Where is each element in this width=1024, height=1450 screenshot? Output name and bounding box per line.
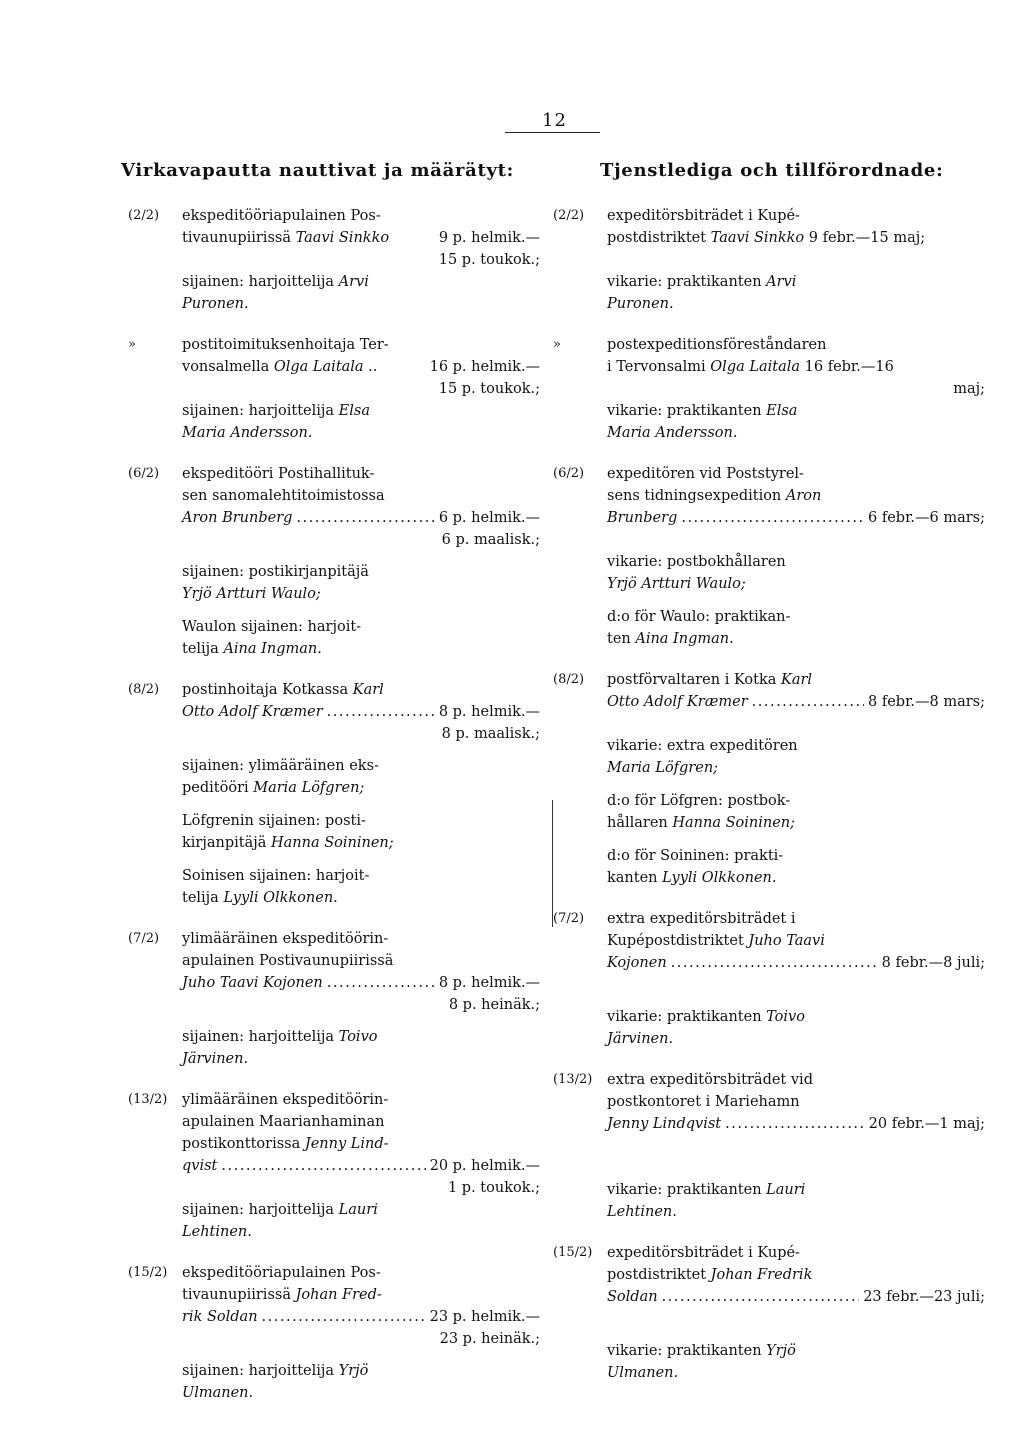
substitute-label: telija <box>182 890 224 906</box>
finnish-entry <box>128 205 540 315</box>
substitute-label: kanten <box>607 870 663 886</box>
entry-text-part: postikonttorissa <box>182 1136 305 1152</box>
date-range: 20 febr.—1 maj; <box>868 1116 985 1132</box>
person-name: Yrjö Artturi Waulo; <box>607 576 746 592</box>
person-name: Lauri <box>338 1202 378 1218</box>
date-start: 6 p. helmik.— <box>438 510 540 526</box>
leader-dots <box>752 691 864 713</box>
swedish-entry <box>553 463 985 650</box>
leader-dots <box>296 507 434 529</box>
substitute-label: vikarie: praktikanten <box>607 274 767 290</box>
date-range: 8 febr.—8 juli; <box>881 955 985 971</box>
person-name: Maria Löfgren; <box>607 760 719 776</box>
finnish-entry <box>128 1089 540 1243</box>
entry-text <box>182 507 540 529</box>
date-end: 1 p. toukok.; <box>447 1180 540 1196</box>
substitute-label: sijainen: harjoittelija <box>182 403 339 419</box>
person-name: rik Soldan <box>182 1309 258 1325</box>
person-name: Puronen. <box>182 296 249 312</box>
date-end: 6 p. maalisk.; <box>441 532 540 548</box>
person-name: Ulmanen. <box>182 1385 254 1401</box>
leader-dots <box>221 1155 425 1177</box>
swedish-entry <box>553 205 985 315</box>
substitute-label: hållaren <box>607 815 673 831</box>
person-name: Juho Taavi Kojonen <box>182 975 323 991</box>
swedish-heading: Tjenstlediga och tillförordnade: <box>600 160 944 181</box>
date-start: 9 p. helmik.— <box>438 230 540 246</box>
entry-text: extra expeditörsbiträdet i <box>607 911 796 927</box>
entry-text <box>182 227 540 249</box>
entry-text: ekspeditööri Postihallituk- <box>182 466 375 482</box>
entry-mark: (2/2) <box>128 208 160 223</box>
finnish-entry <box>128 463 540 660</box>
substitute-label: sijainen: postikirjanpitäjä <box>182 564 369 580</box>
entry-text <box>182 972 540 994</box>
person-name: Johan Fredrik <box>710 1267 813 1283</box>
entry-mark: (2/2) <box>553 208 585 223</box>
finnish-entry <box>128 334 540 444</box>
entry-text: ylimääräinen ekspeditöörin- <box>182 931 389 947</box>
entry-text <box>182 1306 540 1328</box>
person-name: Maria Andersson. <box>607 425 738 441</box>
person-name: Puronen. <box>607 296 674 312</box>
substitute-label: vikarie: postbokhållaren <box>607 554 786 570</box>
entry-text-part: postdistriktet <box>607 1267 711 1283</box>
substitute-label: sijainen: ylimääräinen eks- <box>182 758 379 774</box>
leader-dots <box>262 1306 426 1328</box>
person-name: Olga Laitala <box>710 359 801 375</box>
leader-dots <box>725 1113 865 1135</box>
date-range: 6 febr.—6 mars; <box>868 510 985 526</box>
date-end: 23 p. heinäk.; <box>439 1331 540 1347</box>
substitute-label: ten <box>607 631 636 647</box>
person-name: Aron Brunberg <box>182 510 293 526</box>
entry-mark: (13/2) <box>128 1092 168 1107</box>
person-name: Toivo <box>338 1029 378 1045</box>
leader-dots <box>662 1286 860 1308</box>
substitute-label: Waulon sijainen: harjoit- <box>182 619 362 635</box>
substitute-label: vikarie: praktikanten <box>607 403 767 419</box>
person-name: Karl <box>781 672 813 688</box>
entry-text-part: vonsalmella <box>182 359 274 375</box>
person-name: Jenny Lindqvist <box>607 1116 722 1132</box>
entry-mark: (13/2) <box>553 1072 593 1087</box>
person-name: Yrjö <box>766 1343 796 1359</box>
person-name: Lehtinen. <box>607 1204 677 1220</box>
entry-mark: » <box>128 337 136 352</box>
entry-text-part: i Tervonsalmi <box>607 359 711 375</box>
date-end: 8 p. maalisk.; <box>441 726 540 742</box>
leader-dots <box>681 507 864 529</box>
swedish-entry <box>553 1242 985 1384</box>
entry-text-part: sens tidningsexpedition <box>607 488 786 504</box>
person-name: Toivo <box>766 1009 805 1025</box>
person-name: Olga Laitala <box>273 359 364 375</box>
entry-mark: (6/2) <box>553 466 585 481</box>
entry-mark: (7/2) <box>553 911 585 926</box>
person-name: Aina Ingman. <box>635 631 734 647</box>
substitute-label: vikarie: extra expeditören <box>607 738 798 754</box>
entry-text: expeditörsbiträdet i Kupé- <box>607 1245 800 1261</box>
entry-text <box>182 701 540 723</box>
entry-mark: » <box>553 337 561 352</box>
person-name: Maria Andersson. <box>182 425 313 441</box>
person-name: Otto Adolf Kræmer <box>607 694 748 710</box>
date-start: 16 p. helmik.— <box>429 359 540 375</box>
entry-text-part: postinhoitaja Kotkassa <box>182 682 353 698</box>
leader-dots <box>671 952 878 974</box>
entry-mark: (8/2) <box>128 682 160 697</box>
person-name: Taavi Sinkko <box>710 230 805 246</box>
entry-mark: (7/2) <box>128 931 160 946</box>
date-range: 8 febr.—8 mars; <box>868 694 985 710</box>
swedish-entry <box>553 334 985 444</box>
entry-text: apulainen Postivaunupiirissä <box>182 953 394 969</box>
leader-dots <box>327 972 435 994</box>
substitute-label: d:o för Soininen: prakti- <box>607 848 784 864</box>
entry-text: sen sanomalehtitoimistossa <box>182 488 385 504</box>
substitute-label: vikarie: praktikanten <box>607 1009 767 1025</box>
person-name: Ulmanen. <box>607 1365 679 1381</box>
person-name: Karl <box>352 682 384 698</box>
person-name: Lyyli Olkkonen. <box>223 890 338 906</box>
finnish-entry <box>128 1262 540 1404</box>
substitute-label: d:o för Löfgren: postbok- <box>607 793 791 809</box>
substitute-label: sijainen: harjoittelija <box>182 274 339 290</box>
page-number-rule <box>505 132 600 133</box>
finnish-entry <box>128 928 540 1070</box>
substitute-label: kirjanpitäjä <box>182 835 271 851</box>
entry-text: ylimääräinen ekspeditöörin- <box>182 1092 389 1108</box>
substitute-label: telija <box>182 641 224 657</box>
date-start: 8 p. helmik.— <box>438 975 540 991</box>
entry-text-part: Kupépostdistriktet <box>607 933 749 949</box>
entry-text <box>607 1286 985 1308</box>
entry-text-part: postförvaltaren i Kotka <box>607 672 781 688</box>
entry-text-part: .. <box>363 359 378 375</box>
substitute-label: vikarie: praktikanten <box>607 1182 767 1198</box>
finnish-heading: Virkavapautta nauttivat ja määrätyt: <box>121 160 515 181</box>
entry-text: postexpeditionsföreståndaren <box>607 337 827 353</box>
person-name: Yrjö <box>338 1363 369 1379</box>
substitute-label: sijainen: harjoittelija <box>182 1202 339 1218</box>
entry-text <box>182 1155 540 1177</box>
person-name: Otto Adolf Kræmer <box>182 704 323 720</box>
entry-text: postitoimituksenhoitaja Ter- <box>182 337 389 353</box>
entry-mark: (8/2) <box>553 672 585 687</box>
person-name: Arvi <box>338 274 369 290</box>
entry-mark: (6/2) <box>128 466 160 481</box>
entry-text-part: postdistriktet <box>607 230 711 246</box>
swedish-column <box>553 205 985 1403</box>
substitute-label: sijainen: harjoittelija <box>182 1029 339 1045</box>
person-name: Aron <box>785 488 822 504</box>
page-number: 12 <box>542 110 567 131</box>
person-name: Hanna Soininen; <box>672 815 796 831</box>
entry-mark: (15/2) <box>553 1245 593 1260</box>
person-name: Maria Löfgren; <box>253 780 365 796</box>
date-range: 23 febr.—23 juli; <box>863 1289 985 1305</box>
entry-text <box>607 507 985 529</box>
person-name: Järvinen. <box>607 1031 674 1047</box>
entry-text-part: tivaunupiirissä <box>182 230 296 246</box>
person-name: Lyyli Olkkonen. <box>662 870 777 886</box>
swedish-entry <box>553 669 985 889</box>
entry-text: expeditören vid Poststyrel- <box>607 466 804 482</box>
date-end: 15 p. toukok.; <box>438 381 540 397</box>
swedish-entry <box>553 1069 985 1223</box>
person-name: Taavi Sinkko <box>295 230 390 246</box>
person-name: Elsa <box>766 403 798 419</box>
leader-dots <box>327 701 435 723</box>
date-start: 23 p. helmik.— <box>429 1309 540 1325</box>
person-name: Johan Fred- <box>295 1287 382 1303</box>
person-name: Aina Ingman. <box>223 641 322 657</box>
substitute-label: Löfgrenin sijainen: posti- <box>182 813 366 829</box>
entry-text <box>607 691 985 713</box>
person-name: Hanna Soininen; <box>270 835 394 851</box>
date-start: 8 p. helmik.— <box>438 704 540 720</box>
person-name: qvist <box>182 1158 218 1174</box>
date-range: 9 febr.—15 maj; <box>804 230 926 246</box>
date-end: 8 p. heinäk.; <box>448 997 540 1013</box>
date-end: 15 p. toukok.; <box>438 252 540 268</box>
swedish-entry <box>553 908 985 1050</box>
entry-text: expeditörsbiträdet i Kupé- <box>607 208 800 224</box>
entry-text <box>182 356 540 378</box>
date-range: 16 febr.—16 <box>800 359 894 375</box>
substitute-label: Soinisen sijainen: harjoit- <box>182 868 370 884</box>
substitute-label: peditööri <box>182 780 254 796</box>
substitute-label: sijainen: harjoittelija <box>182 1363 339 1379</box>
date-start: 20 p. helmik.— <box>429 1158 540 1174</box>
person-name: Yrjö Artturi Waulo; <box>182 586 321 602</box>
person-name: Lauri <box>766 1182 806 1198</box>
person-name: Jenny Lind- <box>304 1136 389 1152</box>
person-name: Soldan <box>607 1289 658 1305</box>
entry-text: extra expeditörsbiträdet vid <box>607 1072 813 1088</box>
entry-text: apulainen Maarianhaminan <box>182 1114 385 1130</box>
entry-text <box>607 1113 985 1135</box>
person-name: Arvi <box>766 274 797 290</box>
entry-text: ekspeditööriapulainen Pos- <box>182 208 381 224</box>
person-name: Brunberg <box>607 510 678 526</box>
person-name: Lehtinen. <box>182 1224 252 1240</box>
date-range: maj; <box>953 381 985 397</box>
entry-text-part: tivaunupiirissä <box>182 1287 296 1303</box>
entry-text: ekspeditööriapulainen Pos- <box>182 1265 381 1281</box>
person-name: Järvinen. <box>182 1051 249 1067</box>
finnish-entry <box>128 679 540 909</box>
entry-mark: (15/2) <box>128 1265 168 1280</box>
entry-text: postkontoret i Mariehamn <box>607 1094 800 1110</box>
substitute-label: d:o för Waulo: praktikan- <box>607 609 791 625</box>
person-name: Elsa <box>338 403 370 419</box>
entry-text <box>607 952 985 974</box>
person-name: Kojonen <box>607 955 667 971</box>
finnish-column <box>128 205 540 1423</box>
substitute-label: vikarie: praktikanten <box>607 1343 767 1359</box>
person-name: Juho Taavi <box>748 933 825 949</box>
